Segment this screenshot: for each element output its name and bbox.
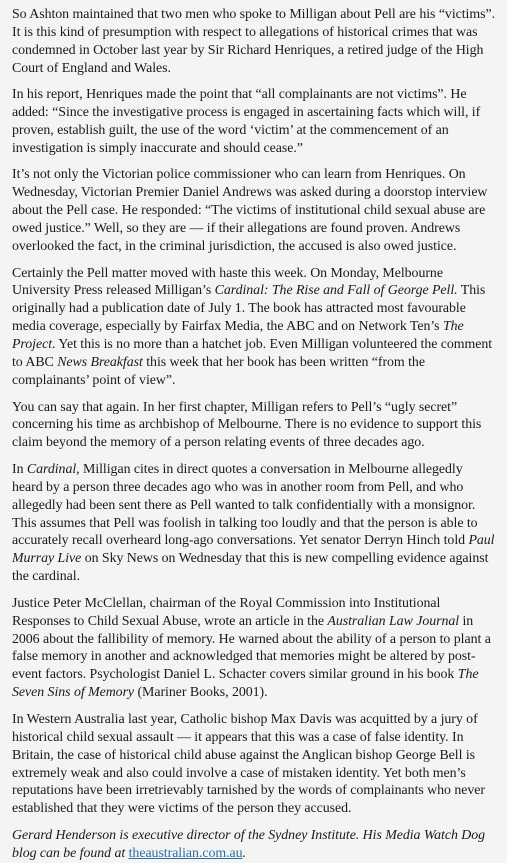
book-title-seven-sins-of-memory: The Seven Sins of Memory: [12, 667, 479, 701]
paragraph-6-text-b: , Milligan cites in direct quotes a conversation in Melbourne allegedly heard by a person three decades ago who was in another room from Pell, and who allegedly had been sent there as Pell wanted to talk confidentially with a monsignor. This assumes that Pell was foolish in talking too loudly and that the person is able to accurately recall overheard long-ago conversations. Yet senator Derryn Hinch told: [12, 461, 478, 549]
book-title-cardinal-short: Cardinal: [26, 461, 77, 477]
paragraph-7-text-c: (Mariner Books, 2001).: [134, 685, 268, 701]
author-bio-end: .: [242, 845, 246, 861]
paragraph-8: In Western Australia last year, Catholic bishop Max Davis was acquitted by a jury of historical child sexual assault — it appears that this was a case of false identity. In Britain, the case of historical child abuse against the Anglican bishop George Bell is extremely weak and also could involve a case of mistaken identity. Yet both men’s reputations have been irretrievably tarnished by the words of complainants who never established that they were victims of the person they accused.: [12, 711, 485, 817]
theaustralian-link[interactable]: theaustralian.com.au: [128, 845, 243, 861]
paragraph-7-text-a: Justice Peter McClellan, chairman of the Royal Commission into Institutional Responses to Child Sexual Abuse, wrote an article in the: [12, 595, 441, 629]
paragraph-4-text-a: Certainly the Pell matter moved with haste this week. On Monday, Melbourne University Press released Milligan’s: [12, 265, 443, 299]
paragraph-6-text-a: In: [12, 461, 27, 477]
paragraph-7: [12, 595, 495, 702]
show-title-the-project: The Project: [12, 319, 464, 353]
paragraph-4: [12, 265, 495, 390]
show-title-news-breakfast: News Breakfast: [57, 355, 143, 371]
paragraph-6: [12, 461, 495, 586]
author-bio-text: Gerard Henderson is executive director of the Sydney Institute. His Media Watch Dog blog can be found at: [12, 827, 486, 861]
author-bio: [12, 827, 495, 863]
paragraph-2: In his report, Henriques made the point that “all complainants are not victims”. He added: “Since the investigative process is engaged in ascertaining facts which will, if proven, establish guilt, the use of the word ‘victim’ at the commencement of an investigation is simply inaccurate and should cease.”: [12, 87, 481, 156]
paragraph-4-text-c: . Yet this is no more than a hatchet job. Even Milligan volunteered the comment to ABC: [12, 337, 493, 371]
paragraph-4-text-d: this week that her book has been written “from the complainants’ point of view”.: [12, 355, 425, 388]
paragraph-4-text-b: This originally had a publication date of July 1. The book has attracted most favourable media coverage, especially by Fairfax Media, the ABC and on Network Ten’s: [12, 283, 486, 335]
book-title-cardinal: Cardinal: The Rise and Fall of George Pell.: [214, 283, 458, 299]
journal-title-australian-law-journal: Australian Law Journal: [327, 613, 460, 629]
show-title-paul-murray-live: Paul Murray Live: [12, 533, 495, 567]
paragraph-5: You can say that again. In her first chapter, Milligan refers to Pell’s “ugly secret” concerning his time as archbishop of Melbourne. There is no evidence to support this claim beyond the memory of a person relating events of three decades ago.: [12, 399, 482, 451]
paragraph-7-text-b: in 2006 about the fallibility of memory. He warned about the ability of a person to plant a false memory in another and acknowledged that memories might be altered by post-event factors. Psychologist Daniel L. Schacter covers similar ground in his book: [12, 613, 491, 683]
paragraph-1: So Ashton maintained that two men who spoke to Milligan about Pell are his “victims”. It is this kind of presumption with respect to allegations of historical crimes that was condemned in October last year by Sir Richard Henriques, a retired judge of the High Court of England and Wales.: [12, 7, 496, 76]
paragraph-3: It’s not only the Victorian police commissioner who can learn from Henriques. On Wednesday, Victorian Premier Daniel Andrews was asked during a doorstop interview about the Pell case. He responded: “The victims of institutional child sexual abuse are owed justice.” Well, so they are — if their allegations are found proven. Andrews overlooked the fact, in the criminal jurisdiction, the accused is also owed justice.: [12, 167, 488, 255]
paragraph-6-text-c: on Sky News on Wednesday that this is new compelling evidence against the cardinal.: [12, 551, 489, 585]
